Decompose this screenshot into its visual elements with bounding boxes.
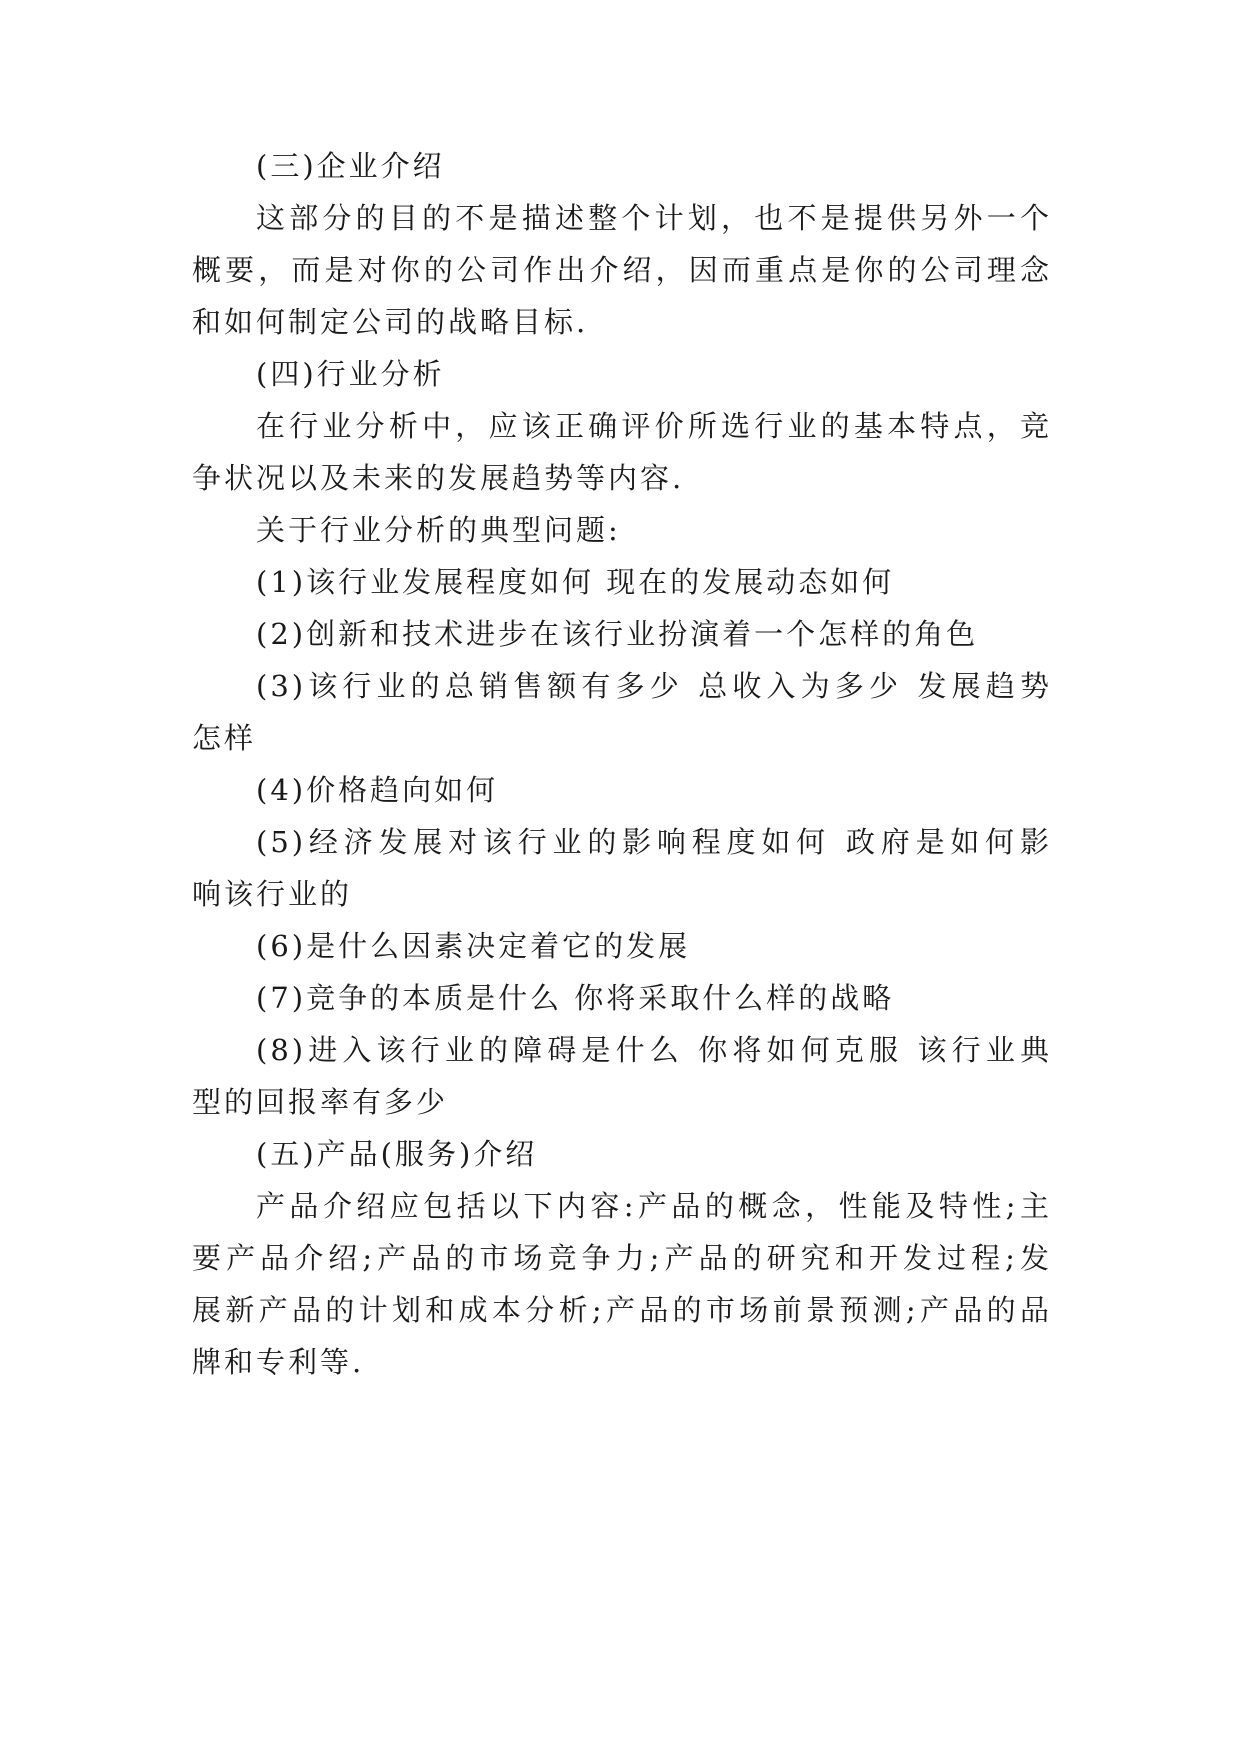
- paragraph-line: 和如何制定公司的战略目标.: [192, 305, 589, 339]
- paragraph-line: 争状况以及未来的发展趋势等内容.: [192, 461, 685, 495]
- list-item: (8)进入该行业的障碍是什么 你将如何克服 该行业典: [256, 1033, 1052, 1067]
- list-item: (5)经济发展对该行业的影响程度如何 政府是如何影: [256, 825, 1052, 859]
- paragraph-line: 这部分的目的不是描述整个计划，也不是提供另外一个: [256, 201, 1052, 235]
- list-item: (7)竞争的本质是什么 你将采取什么样的战略: [256, 981, 895, 1015]
- list-item-continuation: 怎样: [192, 721, 257, 755]
- list-item-continuation: 响该行业的: [192, 877, 353, 911]
- paragraph-line: 牌和专利等.: [192, 1345, 365, 1379]
- list-item-continuation: 型的回报率有多少: [192, 1085, 449, 1119]
- list-item: (1)该行业发展程度如何 现在的发展动态如何: [256, 565, 895, 599]
- paragraph-line: 在行业分析中，应该正确评价所选行业的基本特点，竞: [256, 409, 1052, 443]
- list-item: (3)该行业的总销售额有多少 总收入为多少 发展趋势: [256, 669, 1052, 703]
- paragraph-line: 概要，而是对你的公司作出介绍，因而重点是你的公司理念: [192, 253, 1052, 287]
- list-item: (4)价格趋向如何: [256, 773, 499, 807]
- paragraph-line: 产品介绍应包括以下内容:产品的概念，性能及特性;主: [256, 1189, 1052, 1223]
- list-item: (6)是什么因素决定着它的发展: [256, 929, 691, 963]
- section-heading-company-intro: (三)企业介绍: [256, 149, 445, 183]
- section-heading-industry-analysis: (四)行业分析: [256, 357, 445, 391]
- paragraph-line: 要产品介绍;产品的市场竞争力;产品的研究和开发过程;发: [192, 1241, 1052, 1275]
- section-heading-product-intro: (五)产品(服务)介绍: [256, 1137, 538, 1171]
- list-item: (2)创新和技术进步在该行业扮演着一个怎样的角色: [256, 617, 979, 651]
- paragraph-line: 关于行业分析的典型问题:: [256, 513, 621, 547]
- paragraph-line: 展新产品的计划和成本分析;产品的市场前景预测;产品的品: [192, 1293, 1052, 1327]
